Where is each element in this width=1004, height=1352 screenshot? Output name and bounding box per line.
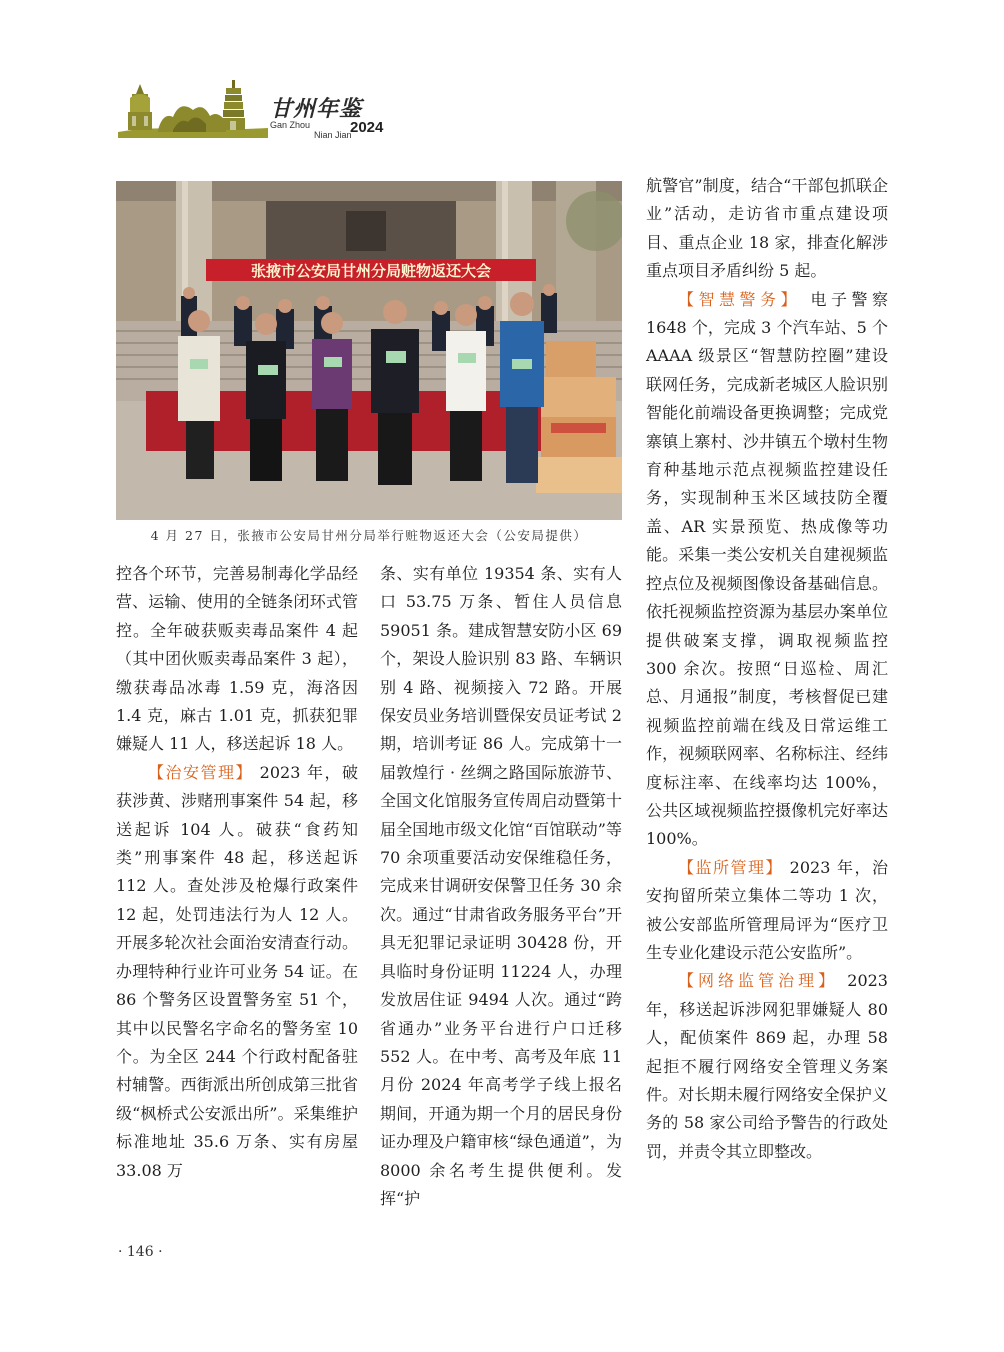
section-title-detention-management: 【监所管理】 — [678, 857, 784, 877]
paragraph-drug-control: 控各个环节，完善易制毒化学品经营、运输、使用的全链条闭环式管控。全年破获贩卖毒品案件 4 起（其中团伙贩卖毒品案件 3 起），缴获毒品冰毒 1.59 克，海洛因 1.4 克，麻古 1.01 克，抓获犯罪嫌疑人 11 人，移送起诉 18 人。 — [116, 564, 358, 754]
page-header — [118, 72, 418, 142]
pinyin-line-1: Gan Zhou — [270, 120, 311, 130]
yearbook-title: 甘州年鉴 — [270, 96, 363, 122]
banner-text: 张掖市公安局甘州分局赃物返还大会 — [250, 262, 492, 280]
section-body-public-security: 2023 年，破获涉黄、涉赌刑事案件 54 起，移送起诉 104 人。破获“食药知类”刑事案件 48 起，移送起诉 112 人。查处涉及枪爆行政案件 12 起，处罚违法行为人 12 人。开展多轮次社会面治安清查行动。办理特种行业许可业务 54 证。在 86 个警务区设置警务室 51 个，其中以民警名字命名的警务室 10 个。为全区 244 个行政村配备驻村辅警。西街派出所创成第三批省级“枫桥式公安派出所”。采集维护标准地址 35.6 万条、实有房屋 33.08 万 — [116, 762, 358, 1180]
page-number: · 146 · — [118, 1244, 163, 1260]
photo-caption: 4 月 27 日，张掖市公安局甘州分局举行赃物返还大会（公安局提供） — [150, 528, 588, 543]
section-title-public-security: 【治安管理】 — [148, 762, 254, 782]
event-photo-illustration — [116, 181, 622, 520]
pinyin-line-2: Nian Jian — [314, 130, 352, 140]
section-body-detention-management: 2023 年，治安拘留所荣立集体二等功 1 次，被公安部监所管理局评为“医疗卫生专业化建设示范公安监所”。 — [646, 857, 888, 962]
text-column-2 — [380, 560, 622, 1213]
section-title-network-supervision: 【网络监管治理】 — [678, 971, 839, 991]
paragraph-network-supervision — [646, 967, 888, 1166]
paragraph-escort-officer: 航警官”制度，结合“干部包抓联企业”活动，走访省市重点建设项目、重点企业 18 家，排查化解涉重点项目矛盾纠纷 5 起。 — [646, 176, 888, 281]
yearbook-year: 2024 — [350, 119, 384, 136]
section-body-network-supervision: 2023 年，移送起诉涉网犯罪嫌疑人 80 人，配侦案件 869 起，办理 58 起拒不履行网络安全管理义务案件。对长期未履行网络安全保护义务的 58 家公司给予警告的行政处罚，并责令其立即整改。 — [646, 971, 888, 1161]
paragraph-population-security: 条、实有单位 19354 条、实有人口 53.75 万条、暂住人员信息 59051 条。建成智慧安防小区 69 个，架设人脸识别 83 路、车辆识别 4 路、视频接入 72 路。开展保安员业务培训暨保安员证考试 2 期，培训考证 86 人。完成第十一届敦煌行 · 丝绸之路国际旅游节、全国文化馆服务宣传周启动暨第十届全国地市级文化馆“百馆联动”等 70 余项重要活动安保维稳任务，完成来甘调研安保警卫任务 30 余次。通过“甘肃省政务服务平台”开具无犯罪记录证明 30428 份，开具临时身份证明 11224 人，办理发放居住证 9494 人次。通过“跨省通办”业务平台进行户口迁移 552 人。在中考、高考及年底 11 月份 2024 年高考学子线上报名期间，开通为期一个月的居民身份证办理及户籍审核“绿色通道”，为 8000 余名考生提供便利。发挥“护 — [380, 564, 622, 1208]
paragraph-public-security — [116, 759, 358, 1185]
text-column-3 — [646, 172, 888, 1166]
paragraph-detention-management — [646, 854, 888, 968]
text-column-1 — [116, 560, 358, 1185]
pagoda-landscape-logo — [118, 72, 268, 138]
event-photo — [116, 181, 622, 520]
section-body-smart-policing: 电子警察 1648 个，完成 3 个汽车站、5 个 AAAA 级景区“智慧防控圈”建设联网任务，完成新老城区人脸识别智能化前端设备更换调整；完成党寨镇上寨村、沙井镇五个墩村生物育种基地示范点视频监控建设任务，实现制种玉米区域技防全覆盖、AR 实景预览、热成像等功能。采集一类公安机关自建视频监控点位及视频图像设备基础信息。依托视频监控资源为基层办案单位提供破案支撑，调取视频监控 300 余次。按照“日巡检、周汇总、月通报”制度，考核督促已建视频监控前端在线及日常运维工作，视频联网率、名称标注、经纬度标注率、在线率均达 100%，公共区域视频监控摄像机完好率达 100%。 — [646, 289, 888, 849]
paragraph-smart-policing — [646, 286, 888, 854]
section-title-smart-policing: 【智慧警务】 — [678, 289, 801, 309]
